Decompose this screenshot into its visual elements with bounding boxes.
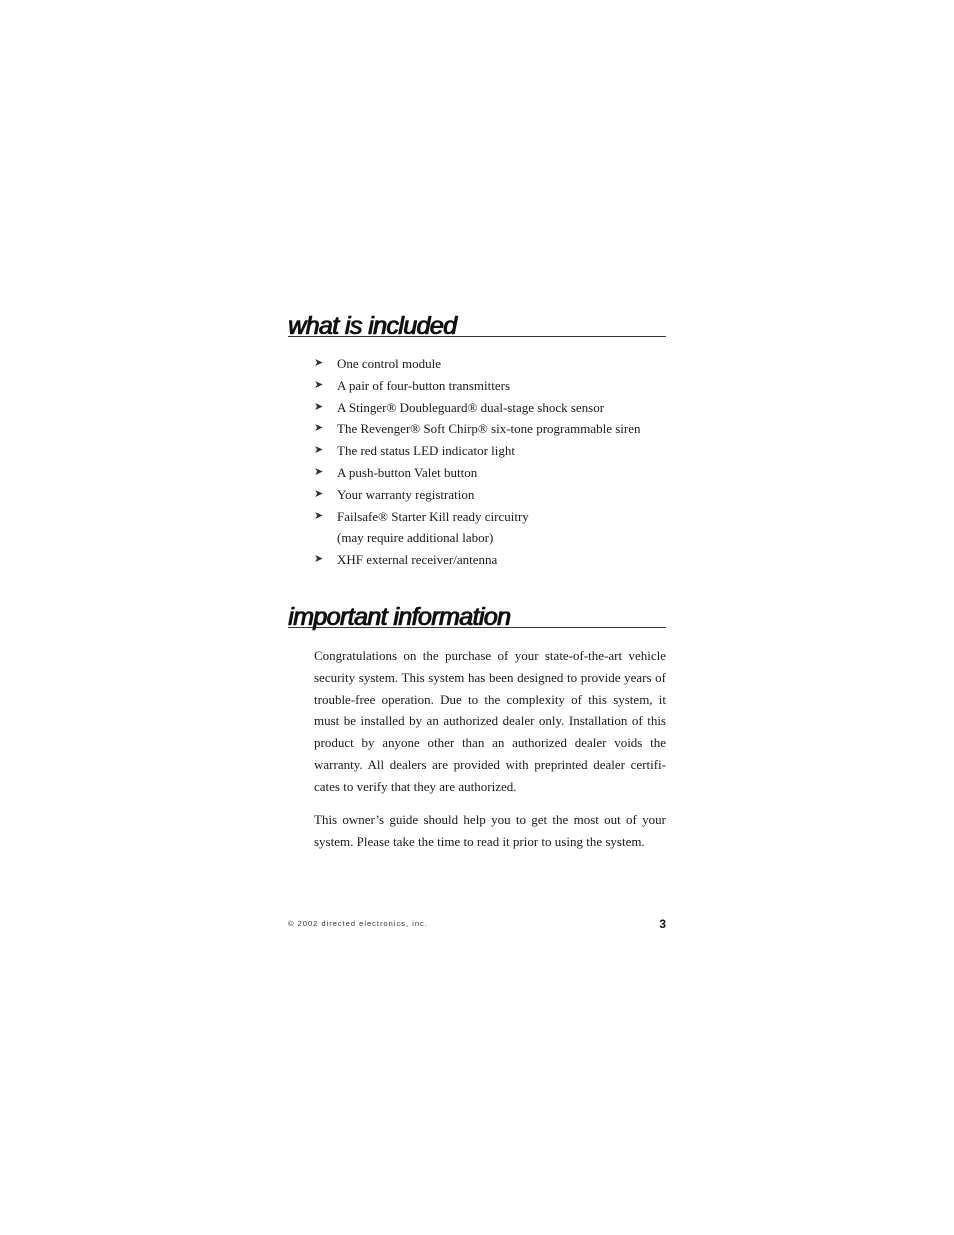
list-item [314, 462, 666, 484]
list-item-text: A Stinger® Doubleguard® dual-stage shock sensor [337, 399, 605, 415]
document-page [288, 0, 666, 1235]
included-items-list [314, 353, 666, 571]
list-item [314, 506, 666, 550]
arrow-bullet-icon: ➤ [314, 422, 324, 435]
arrow-bullet-icon: ➤ [314, 465, 324, 478]
section-heading-important [288, 603, 666, 631]
list-item [314, 353, 666, 375]
arrow-bullet-icon: ➤ [314, 509, 324, 522]
list-item [314, 418, 666, 440]
arrow-bullet-icon: ➤ [314, 444, 324, 457]
body-paragraph: This owner’s guide should help you to get the most out of your system. Please take the time to read it prior to using the system. [314, 812, 666, 849]
page-number: 3 [659, 917, 666, 931]
arrow-bullet-icon: ➤ [314, 357, 324, 369]
list-item-text: Your warranty registration [337, 486, 475, 502]
list-item [314, 375, 666, 397]
list-item-subtext: (may require additional labor) [337, 530, 494, 546]
list-item [314, 549, 666, 571]
arrow-bullet-icon: ➤ [314, 487, 324, 500]
list-item [314, 397, 666, 419]
list-item-text: The Revenger® Soft Chirp® six-tone programmable siren [337, 421, 641, 437]
list-item-text: The red status LED indicator light [337, 443, 515, 459]
list-item [314, 484, 666, 506]
arrow-bullet-icon: ➤ [314, 400, 324, 413]
list-item-text: Failsafe® Starter Kill ready circuitry [337, 508, 529, 524]
section-title-important: important information [288, 603, 511, 631]
body-paragraph: Congratulations on the purchase of your state-of-the-art vehicle security system. This system has been designed to provide years of trouble-free operation. Due to the complexity of this system, it must be installed by an authorized dealer only. Installation of this product by anyone other than an authorized dealer voids the warranty. All dealers are provided with preprinted dealer certifi-cates to verify that they are authorized. [314, 648, 666, 794]
section-title-included: what is included [288, 312, 457, 340]
list-item-text: XHF external receiver/antenna [337, 552, 498, 568]
list-item [314, 440, 666, 462]
list-item-text: A pair of four-button transmitters [337, 377, 511, 393]
copyright-notice: © 2002 directed electronics, inc. [288, 919, 428, 928]
list-item-text: A push-button Valet button [337, 464, 478, 480]
arrow-bullet-icon: ➤ [314, 378, 324, 391]
arrow-bullet-icon: ➤ [314, 553, 324, 566]
list-item-text: One control module [337, 356, 441, 371]
section-heading-included [288, 312, 666, 340]
